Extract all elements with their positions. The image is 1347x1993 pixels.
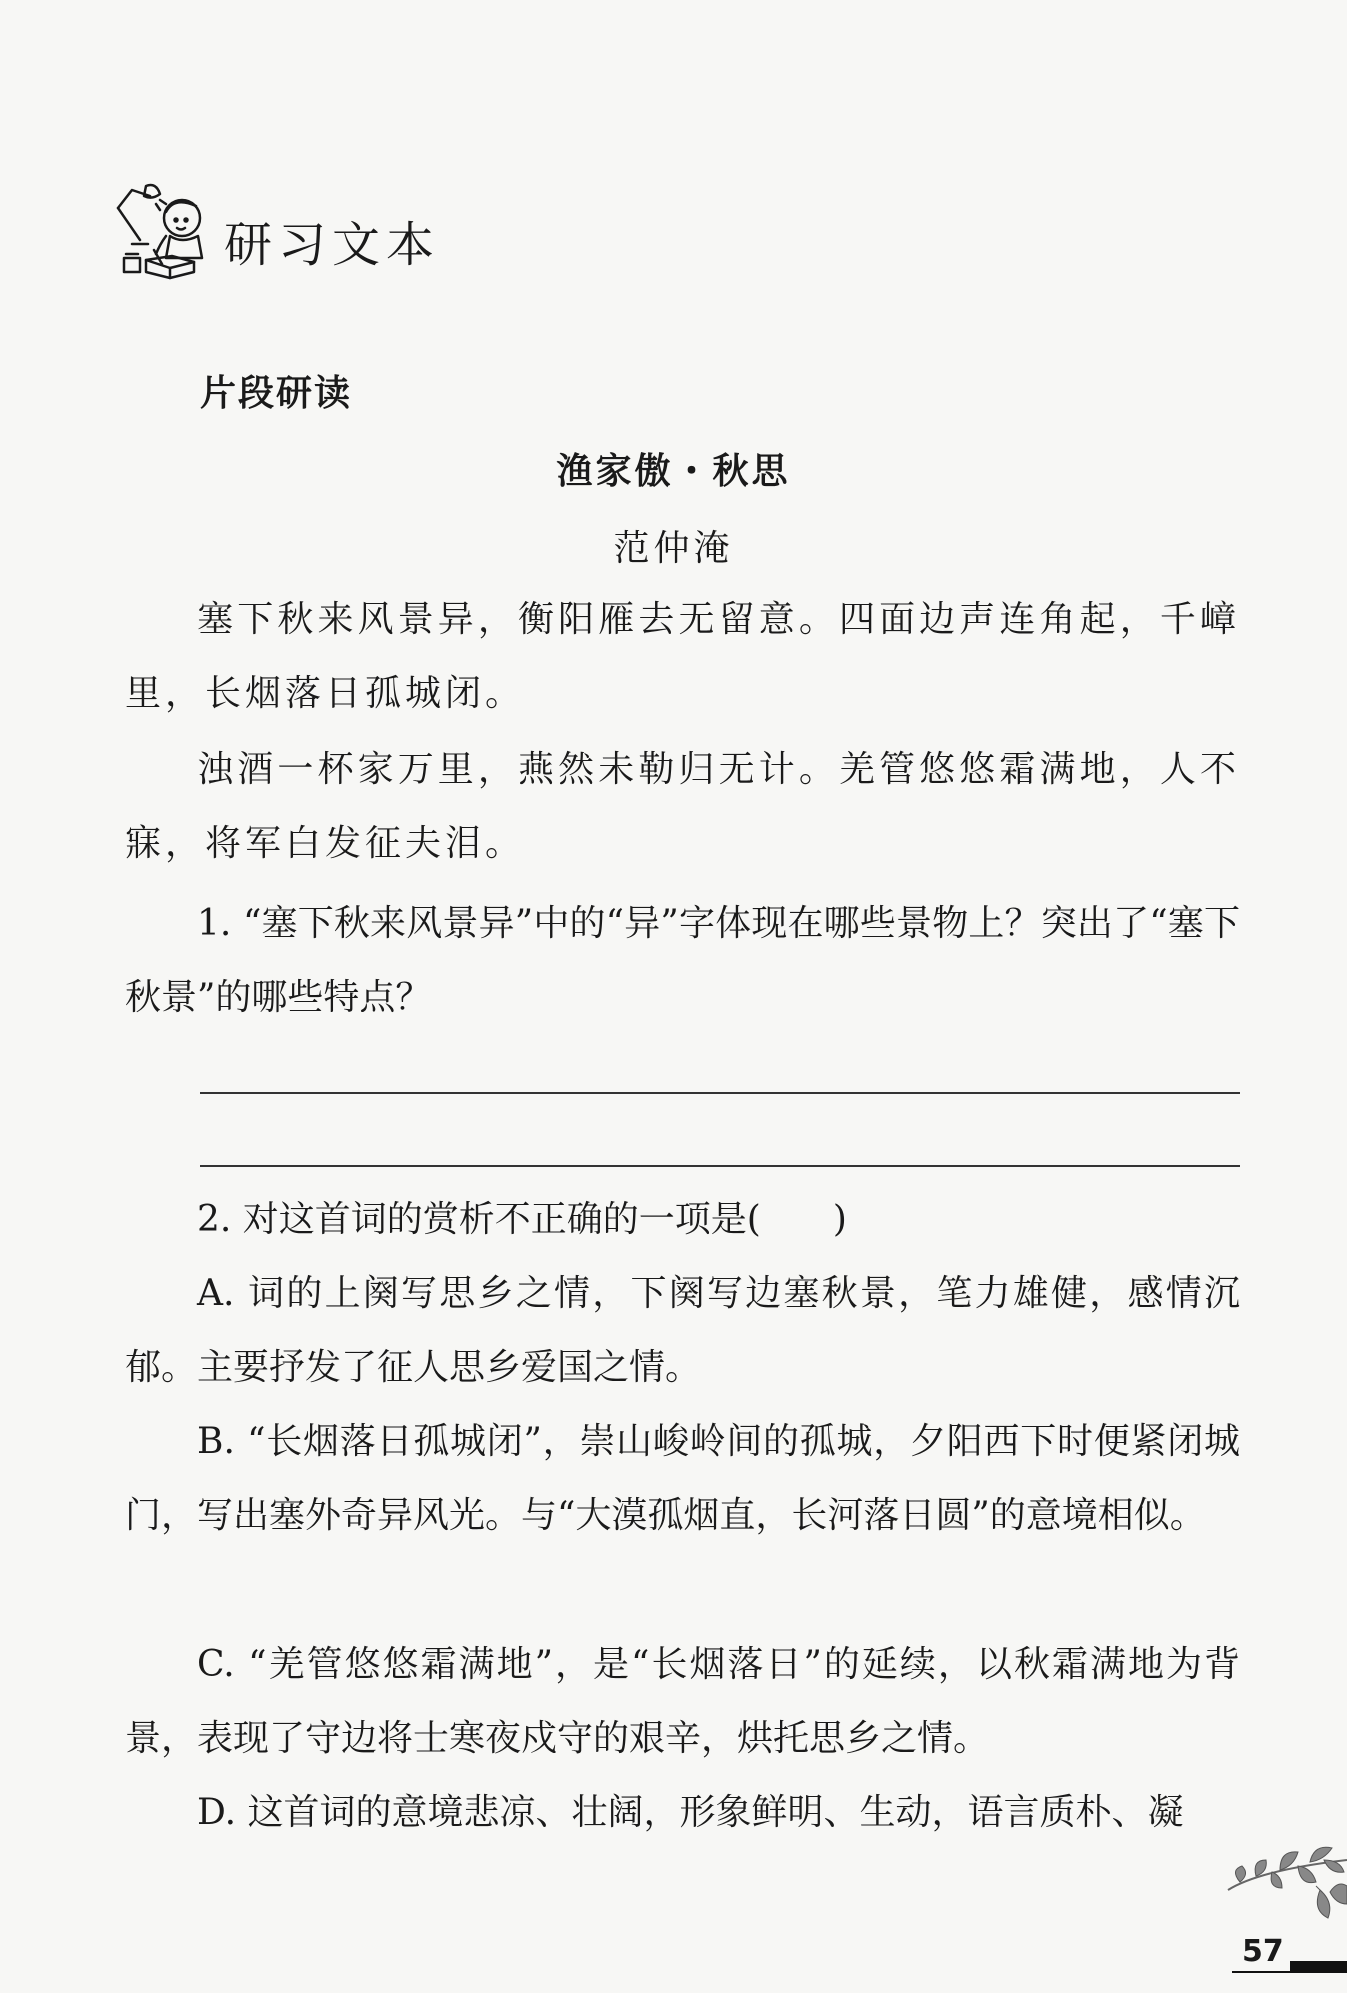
option-d: D. 这首词的意境悲凉、壮阔，形象鲜明、生动，语言质朴、凝 bbox=[197, 1792, 1184, 1833]
page-number-bar bbox=[1290, 1961, 1347, 1973]
leaf-branch-icon bbox=[1220, 1830, 1347, 1935]
question-2: 2. 对这首词的赏析不正确的一项是( ) bbox=[197, 1199, 847, 1240]
answer-line-2[interactable] bbox=[200, 1165, 1240, 1167]
question-1: 1. “塞下秋来风景异”中的“异”字体现在哪些景物上？突出了“塞下秋景”的哪些特点？ bbox=[125, 903, 1240, 1018]
poem-stanza-1: 塞下秋来风景异，衡阳雁去无留意。四面边声连角起，千嶂里，长烟落日孤城闭。 bbox=[125, 599, 1240, 714]
option-c: C. “羌管悠悠霜满地”，是“长烟落日”的延续，以秋霜满地为背景，表现了守边将士寒夜戍守的艰辛，烘托思乡之情。 bbox=[125, 1644, 1240, 1759]
section-header bbox=[110, 175, 440, 295]
page-number: 57 bbox=[1232, 1934, 1290, 1973]
student-studying-icon bbox=[110, 178, 220, 292]
poem-stanza-2: 浊酒一杯家万里，燕然未勒归无计。羌管悠悠霜满地，人不寐，将军白发征夫泪。 bbox=[125, 749, 1240, 864]
poem-title: 渔家傲・秋思 bbox=[556, 451, 791, 492]
option-b: B. “长烟落日孤城闭”，崇山峻岭间的孤城，夕阳西下时便紧闭城门，写出塞外奇异风光。与“大漠孤烟直，长河落日圆”的意境相似。 bbox=[125, 1421, 1240, 1536]
subheading: 片段研读 bbox=[200, 373, 353, 414]
page-number-block bbox=[1232, 1928, 1347, 1973]
poem-author: 范仲淹 bbox=[613, 528, 734, 569]
section-title: 研习文本 bbox=[224, 216, 441, 273]
answer-line-1[interactable] bbox=[200, 1092, 1240, 1094]
option-a: A. 词的上阕写思乡之情，下阕写边塞秋景，笔力雄健，感情沉郁。主要抒发了征人思乡爱国之情。 bbox=[125, 1273, 1240, 1388]
